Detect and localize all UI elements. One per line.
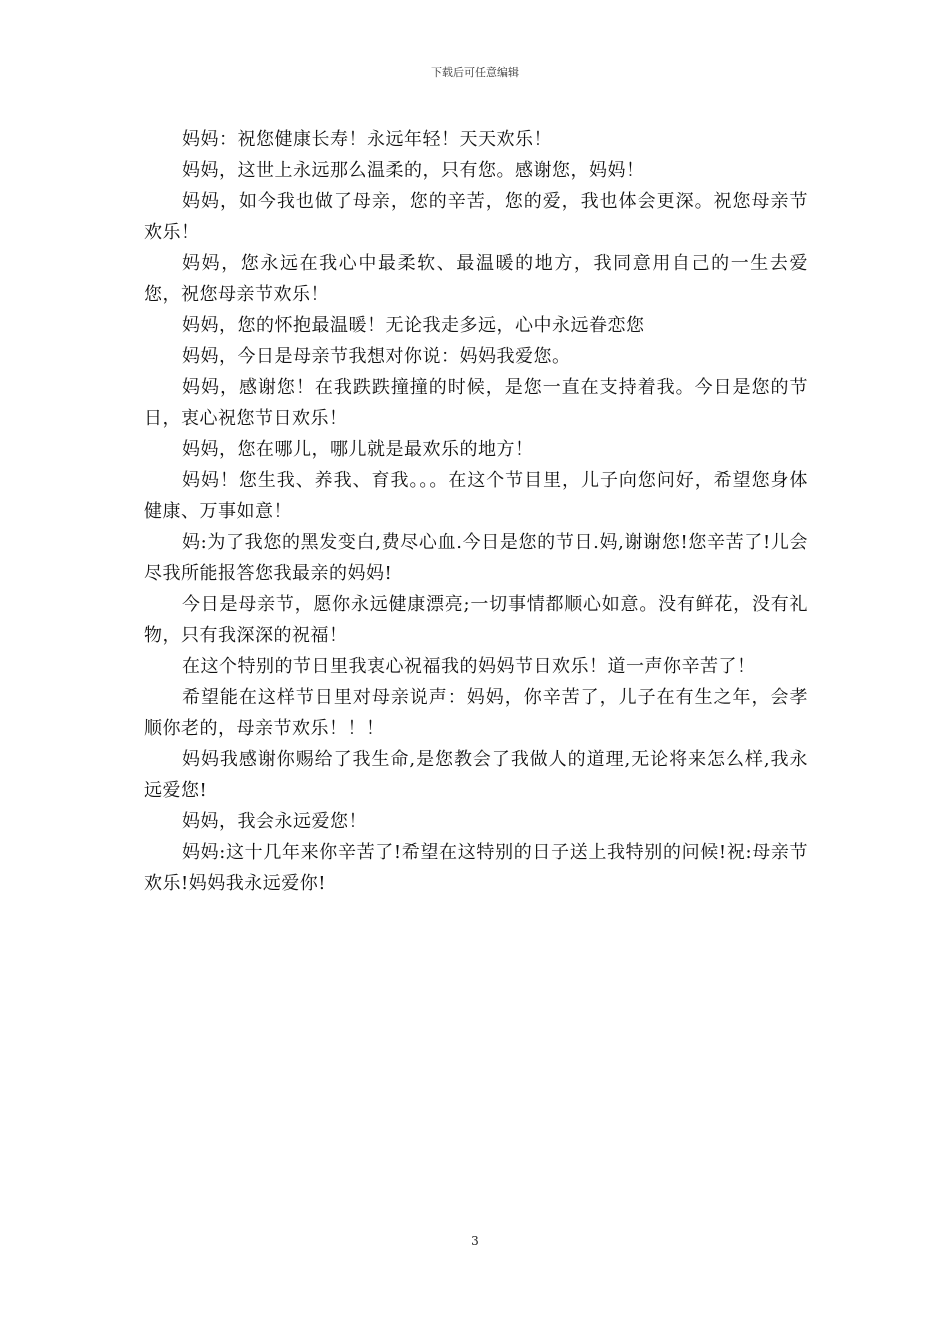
paragraph-12: 在这个特别的节日里我衷心祝福我的妈妈节日欢乐！道一声你辛苦了！ (182, 656, 756, 677)
paragraph-9: 妈妈！您生我、养我、育我。。。在这个节目里，儿子向您问好，希望您身体健康、万事如意！ (144, 470, 808, 522)
paragraph-11: 今日是母亲节，愿你永远健康漂亮;一切事情都顺心如意。没有鲜花，没有礼物，只有我深深的祝福！ (144, 594, 808, 646)
paragraph-8: 妈妈，您在哪儿，哪儿就是最欢乐的地方！ (182, 439, 534, 460)
paragraph-13: 希望能在这样节日里对母亲说声：妈妈，你辛苦了，儿子在有生之年，会孝顺你老的，母亲节欢乐！！！ (144, 687, 808, 739)
document-body (144, 124, 808, 899)
paragraph-1: 妈妈：祝您健康长寿！永远年轻！天天欢乐！ (182, 129, 552, 150)
paragraph-10: 妈:为了我您的黑发变白,费尽心血.今日是您的节日.妈,谢谢您!您辛苦了!儿会尽我所能报答您我最亲的妈妈! (144, 532, 808, 584)
paragraph-2: 妈妈，这世上永远那么温柔的，只有您。感谢您，妈妈！ (182, 160, 645, 181)
paragraph-3: 妈妈，如今我也做了母亲，您的辛苦，您的爱，我也体会更深。祝您母亲节欢乐！ (144, 191, 808, 243)
paragraph-7: 妈妈，感谢您！在我跌跌撞撞的时候，是您一直在支持着我。今日是您的节日，衷心祝您节日欢乐！ (144, 377, 808, 429)
paragraph-4: 妈妈，您永远在我心中最柔软、最温暖的地方，我同意用自己的一生去爱您，祝您母亲节欢乐！ (144, 253, 808, 305)
page-number: 3 (471, 1234, 479, 1248)
paragraph-6: 妈妈，今日是母亲节我想对你说：妈妈我爱您。 (182, 346, 571, 367)
paragraph-14: 妈妈我感谢你赐给了我生命,是您教会了我做人的道理,无论将来怎么样,我永远爱您! (144, 749, 808, 801)
paragraph-15: 妈妈，我会永远爱您！ (182, 811, 367, 832)
paragraph-16: 妈妈:这十几年来你辛苦了!希望在这特别的日子送上我特别的问候!祝:母亲节欢乐!妈妈我永远爱你! (144, 842, 808, 894)
paragraph-5: 妈妈，您的怀抱最温暖！无论我走多远，心中永远眷恋您 (182, 315, 645, 336)
page-header: 下载后可任意编辑 (431, 66, 519, 79)
